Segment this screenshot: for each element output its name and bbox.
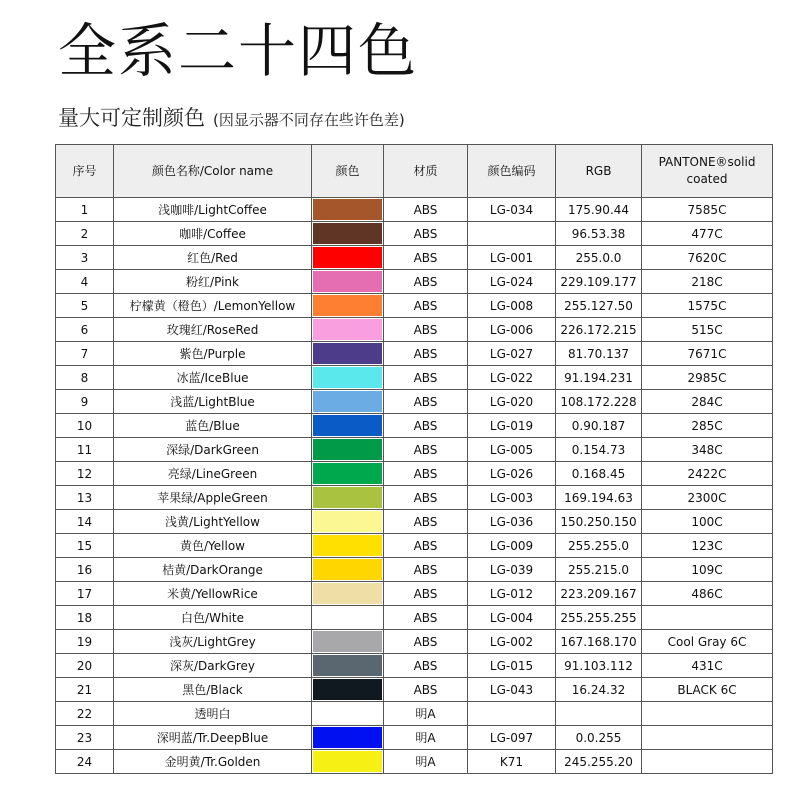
table-header-row <box>56 145 773 198</box>
color-swatch-cell <box>312 366 384 390</box>
row-index: 14 <box>56 510 114 534</box>
color-code-cell: LG-002 <box>468 630 556 654</box>
header-rgb: RGB <box>556 145 642 198</box>
row-index: 23 <box>56 726 114 750</box>
row-index: 6 <box>56 318 114 342</box>
pantone-cell <box>642 726 773 750</box>
table-row <box>56 390 773 414</box>
color-code-cell <box>468 702 556 726</box>
header-material: 材质 <box>384 145 468 198</box>
material-cell: ABS <box>384 318 468 342</box>
color-swatch-cell <box>312 198 384 222</box>
material-cell: ABS <box>384 678 468 702</box>
rgb-cell: 229.109.177 <box>556 270 642 294</box>
rgb-cell: 245.255.20 <box>556 750 642 774</box>
pantone-cell: 2300C <box>642 486 773 510</box>
color-name-cell: 浅黄/LightYellow <box>114 510 312 534</box>
material-cell: ABS <box>384 486 468 510</box>
color-code-cell: LG-034 <box>468 198 556 222</box>
color-swatch-cell <box>312 750 384 774</box>
pantone-cell: 348C <box>642 438 773 462</box>
pantone-cell: 515C <box>642 318 773 342</box>
pantone-cell: 2422C <box>642 462 773 486</box>
rgb-cell: 0.0.255 <box>556 726 642 750</box>
pantone-cell: 486C <box>642 582 773 606</box>
color-swatch <box>313 343 382 364</box>
color-name-cell: 咖啡/Coffee <box>114 222 312 246</box>
color-name-cell: 浅灰/LightGrey <box>114 630 312 654</box>
color-name-cell: 粉红/Pink <box>114 270 312 294</box>
table-row <box>56 534 773 558</box>
color-swatch <box>313 295 382 316</box>
color-swatch <box>313 655 382 676</box>
table-row <box>56 726 773 750</box>
material-cell: ABS <box>384 270 468 294</box>
color-name-cell: 浅咖啡/LightCoffee <box>114 198 312 222</box>
header-color-code: 颜色编码 <box>468 145 556 198</box>
color-swatch <box>313 535 382 556</box>
table-row <box>56 246 773 270</box>
header-pantone: PANTONE®solid coated <box>642 145 773 198</box>
table-row <box>56 366 773 390</box>
color-name-cell: 苹果绿/AppleGreen <box>114 486 312 510</box>
color-swatch <box>313 223 382 244</box>
color-code-cell: LG-005 <box>468 438 556 462</box>
color-code-cell: LG-024 <box>468 270 556 294</box>
color-code-cell: K71 <box>468 750 556 774</box>
color-swatch-cell <box>312 294 384 318</box>
material-cell: ABS <box>384 438 468 462</box>
color-swatch-cell <box>312 678 384 702</box>
color-code-cell: LG-036 <box>468 510 556 534</box>
material-cell: ABS <box>384 462 468 486</box>
material-cell: ABS <box>384 606 468 630</box>
pantone-cell: 477C <box>642 222 773 246</box>
color-swatch <box>313 727 382 748</box>
color-name-cell: 深灰/DarkGrey <box>114 654 312 678</box>
color-swatch <box>313 247 382 268</box>
pantone-cell: 285C <box>642 414 773 438</box>
subtitle <box>58 102 405 132</box>
material-cell: ABS <box>384 366 468 390</box>
header-color: 颜色 <box>312 145 384 198</box>
color-swatch-cell <box>312 390 384 414</box>
table-row <box>56 606 773 630</box>
table-row <box>56 654 773 678</box>
color-name-cell: 深绿/DarkGreen <box>114 438 312 462</box>
pantone-cell: 284C <box>642 390 773 414</box>
color-swatch-cell <box>312 318 384 342</box>
table-row <box>56 678 773 702</box>
color-name-cell: 柠檬黄（橙色）/LemonYellow <box>114 294 312 318</box>
table-row <box>56 702 773 726</box>
table-row <box>56 414 773 438</box>
pantone-cell: 123C <box>642 534 773 558</box>
pantone-cell <box>642 702 773 726</box>
row-index: 16 <box>56 558 114 582</box>
table-row <box>56 462 773 486</box>
color-swatch <box>313 751 382 772</box>
color-swatch <box>313 559 382 580</box>
rgb-cell <box>556 702 642 726</box>
row-index: 21 <box>56 678 114 702</box>
rgb-cell: 226.172.215 <box>556 318 642 342</box>
row-index: 15 <box>56 534 114 558</box>
color-name-cell: 紫色/Purple <box>114 342 312 366</box>
material-cell: ABS <box>384 390 468 414</box>
color-swatch <box>313 703 382 724</box>
row-index: 13 <box>56 486 114 510</box>
color-code-cell: LG-039 <box>468 558 556 582</box>
rgb-cell: 91.103.112 <box>556 654 642 678</box>
color-swatch-cell <box>312 726 384 750</box>
color-swatch <box>313 439 382 460</box>
material-cell: ABS <box>384 534 468 558</box>
color-name-cell: 冰蓝/IceBlue <box>114 366 312 390</box>
rgb-cell: 0.168.45 <box>556 462 642 486</box>
row-index: 9 <box>56 390 114 414</box>
color-swatch <box>313 583 382 604</box>
pantone-cell <box>642 606 773 630</box>
rgb-cell: 169.194.63 <box>556 486 642 510</box>
color-swatch <box>313 319 382 340</box>
table-row <box>56 630 773 654</box>
color-swatch-cell <box>312 438 384 462</box>
material-cell: 明A <box>384 726 468 750</box>
color-table <box>55 144 773 774</box>
rgb-cell: 108.172.228 <box>556 390 642 414</box>
page-title: 全系二十四色 <box>58 17 419 85</box>
pantone-cell: 7585C <box>642 198 773 222</box>
color-swatch-cell <box>312 222 384 246</box>
material-cell: ABS <box>384 198 468 222</box>
rgb-cell: 255.215.0 <box>556 558 642 582</box>
material-cell: ABS <box>384 246 468 270</box>
material-cell: ABS <box>384 510 468 534</box>
color-swatch-cell <box>312 654 384 678</box>
table-row <box>56 438 773 462</box>
color-name-cell: 黄色/Yellow <box>114 534 312 558</box>
color-swatch-cell <box>312 462 384 486</box>
table-row <box>56 750 773 774</box>
row-index: 24 <box>56 750 114 774</box>
row-index: 1 <box>56 198 114 222</box>
rgb-cell: 255.255.0 <box>556 534 642 558</box>
color-name-cell: 米黄/YellowRice <box>114 582 312 606</box>
row-index: 12 <box>56 462 114 486</box>
color-swatch-cell <box>312 606 384 630</box>
material-cell: ABS <box>384 342 468 366</box>
color-swatch-cell <box>312 414 384 438</box>
table-row <box>56 582 773 606</box>
row-index: 8 <box>56 366 114 390</box>
rgb-cell: 91.194.231 <box>556 366 642 390</box>
row-index: 4 <box>56 270 114 294</box>
color-swatch <box>313 415 382 436</box>
pantone-cell: 7671C <box>642 342 773 366</box>
rgb-cell: 150.250.150 <box>556 510 642 534</box>
row-index: 17 <box>56 582 114 606</box>
material-cell: 明A <box>384 750 468 774</box>
material-cell: ABS <box>384 414 468 438</box>
color-code-cell: LG-097 <box>468 726 556 750</box>
rgb-cell: 255.127.50 <box>556 294 642 318</box>
color-name-cell: 亮绿/LineGreen <box>114 462 312 486</box>
material-cell: ABS <box>384 222 468 246</box>
header-color-name: 颜色名称/Color name <box>114 145 312 198</box>
color-swatch-cell <box>312 270 384 294</box>
rgb-cell: 255.255.255 <box>556 606 642 630</box>
table-row <box>56 294 773 318</box>
row-index: 18 <box>56 606 114 630</box>
color-code-cell: LG-004 <box>468 606 556 630</box>
table-row <box>56 222 773 246</box>
color-code-cell: LG-008 <box>468 294 556 318</box>
table-row <box>56 486 773 510</box>
material-cell: ABS <box>384 654 468 678</box>
color-name-cell: 浅蓝/LightBlue <box>114 390 312 414</box>
row-index: 20 <box>56 654 114 678</box>
pantone-cell: 109C <box>642 558 773 582</box>
color-swatch <box>313 199 382 220</box>
color-difference-note: (因显示器不同存在些许色差) <box>213 111 405 129</box>
rgb-cell: 167.168.170 <box>556 630 642 654</box>
pantone-cell <box>642 750 773 774</box>
color-swatch-cell <box>312 342 384 366</box>
color-name-cell: 白色/White <box>114 606 312 630</box>
color-code-cell: LG-003 <box>468 486 556 510</box>
material-cell: 明A <box>384 702 468 726</box>
color-swatch <box>313 391 382 412</box>
color-code-cell: LG-043 <box>468 678 556 702</box>
color-swatch-cell <box>312 510 384 534</box>
color-swatch <box>313 271 382 292</box>
pantone-cell: Cool Gray 6C <box>642 630 773 654</box>
subtitle-text: 量大可定制颜色 <box>58 106 205 130</box>
color-swatch <box>313 511 382 532</box>
pantone-cell: 7620C <box>642 246 773 270</box>
pantone-cell: 100C <box>642 510 773 534</box>
material-cell: ABS <box>384 294 468 318</box>
row-index: 7 <box>56 342 114 366</box>
pantone-cell: 2985C <box>642 366 773 390</box>
rgb-cell: 175.90.44 <box>556 198 642 222</box>
color-swatch <box>313 607 382 628</box>
rgb-cell: 0.90.187 <box>556 414 642 438</box>
table-row <box>56 270 773 294</box>
rgb-cell: 16.24.32 <box>556 678 642 702</box>
color-code-cell: LG-020 <box>468 390 556 414</box>
row-index: 19 <box>56 630 114 654</box>
color-code-cell: LG-001 <box>468 246 556 270</box>
color-code-cell: LG-019 <box>468 414 556 438</box>
color-swatch-cell <box>312 534 384 558</box>
table-row <box>56 510 773 534</box>
material-cell: ABS <box>384 582 468 606</box>
color-name-cell: 黑色/Black <box>114 678 312 702</box>
color-code-cell: LG-015 <box>468 654 556 678</box>
pantone-cell: BLACK 6C <box>642 678 773 702</box>
table-row <box>56 558 773 582</box>
rgb-cell: 223.209.167 <box>556 582 642 606</box>
row-index: 2 <box>56 222 114 246</box>
color-swatch-cell <box>312 630 384 654</box>
color-name-cell: 深明蓝/Tr.DeepBlue <box>114 726 312 750</box>
color-name-cell: 红色/Red <box>114 246 312 270</box>
color-swatch <box>313 367 382 388</box>
color-code-cell: LG-012 <box>468 582 556 606</box>
color-swatch <box>313 463 382 484</box>
color-name-cell: 蓝色/Blue <box>114 414 312 438</box>
pantone-cell: 431C <box>642 654 773 678</box>
color-code-cell: LG-009 <box>468 534 556 558</box>
color-name-cell: 金明黄/Tr.Golden <box>114 750 312 774</box>
row-index: 5 <box>56 294 114 318</box>
table-row <box>56 198 773 222</box>
color-code-cell: LG-022 <box>468 366 556 390</box>
color-swatch <box>313 631 382 652</box>
material-cell: ABS <box>384 558 468 582</box>
pantone-cell: 1575C <box>642 294 773 318</box>
material-cell: ABS <box>384 630 468 654</box>
color-swatch-cell <box>312 486 384 510</box>
color-code-cell <box>468 222 556 246</box>
row-index: 10 <box>56 414 114 438</box>
rgb-cell: 81.70.137 <box>556 342 642 366</box>
color-swatch-cell <box>312 558 384 582</box>
color-code-cell: LG-026 <box>468 462 556 486</box>
rgb-cell: 0.154.73 <box>556 438 642 462</box>
row-index: 11 <box>56 438 114 462</box>
rgb-cell: 255.0.0 <box>556 246 642 270</box>
row-index: 22 <box>56 702 114 726</box>
color-swatch-cell <box>312 582 384 606</box>
header-index: 序号 <box>56 145 114 198</box>
color-name-cell: 桔黄/DarkOrange <box>114 558 312 582</box>
row-index: 3 <box>56 246 114 270</box>
table-row <box>56 318 773 342</box>
color-code-cell: LG-006 <box>468 318 556 342</box>
rgb-cell: 96.53.38 <box>556 222 642 246</box>
color-swatch <box>313 487 382 508</box>
color-name-cell: 透明白 <box>114 702 312 726</box>
color-swatch-cell <box>312 246 384 270</box>
color-name-cell: 玫瑰红/RoseRed <box>114 318 312 342</box>
color-swatch-cell <box>312 702 384 726</box>
table-row <box>56 342 773 366</box>
color-code-cell: LG-027 <box>468 342 556 366</box>
color-swatch <box>313 679 382 700</box>
pantone-cell: 218C <box>642 270 773 294</box>
